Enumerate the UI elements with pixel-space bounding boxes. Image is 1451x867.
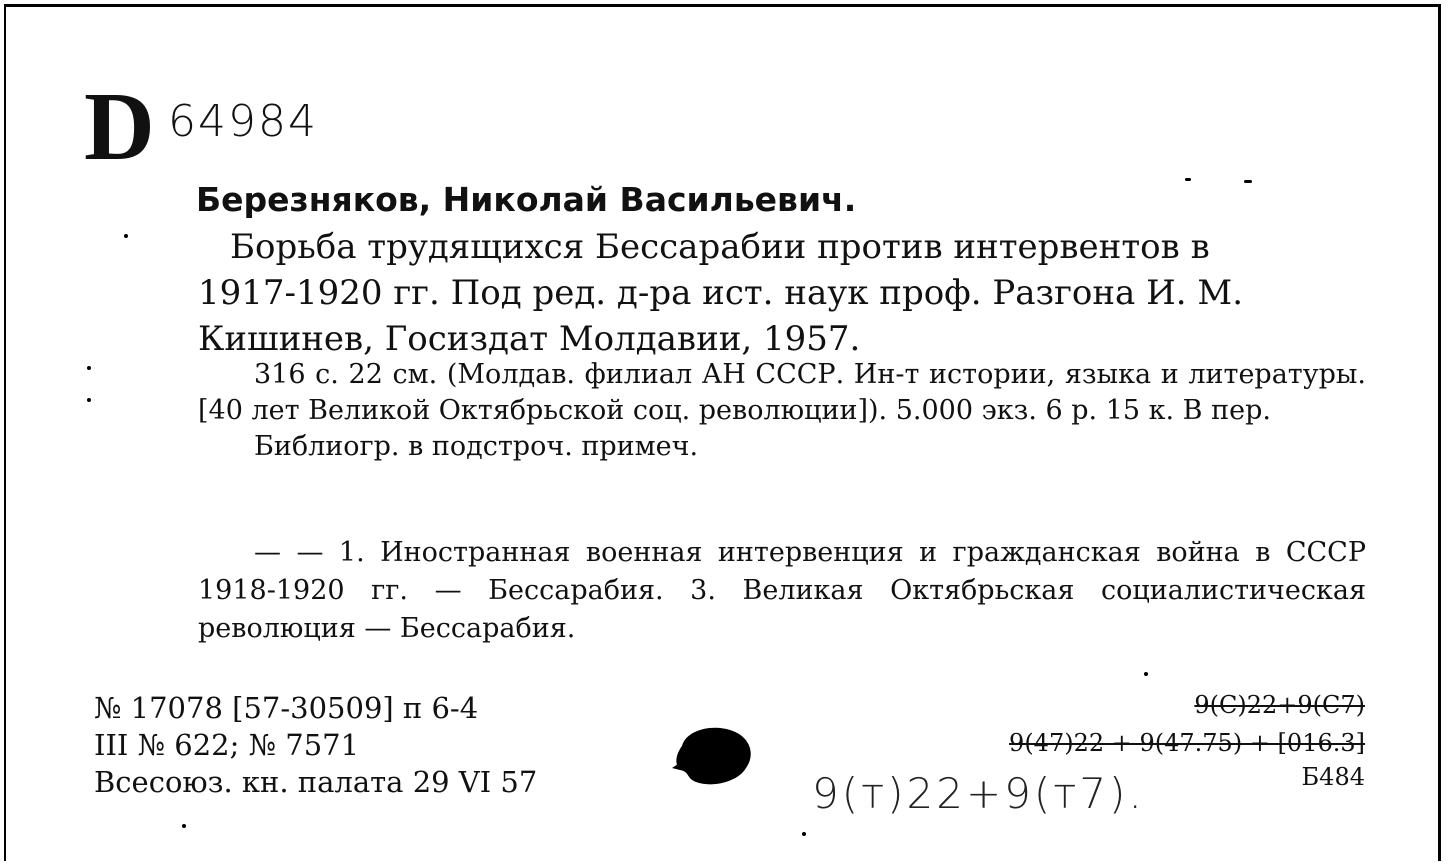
speck: [124, 234, 128, 238]
title-line: 1917-1920 гг. Под ред. д-ра ист. наук проф. Разгона И. М.: [198, 273, 1244, 313]
speck: [182, 824, 186, 828]
handwritten-classification: 9(т)22+9(т7).: [812, 769, 1145, 818]
classification-main: 9(47)22 + 9(47.75) + [016.3]: [1009, 729, 1365, 757]
imprint-line: № 17078 [57-30509] п 6-4: [94, 691, 479, 725]
imprint-block: [94, 690, 537, 801]
speck: [1185, 178, 1191, 181]
title-statement: [198, 224, 1366, 362]
speck: [1244, 180, 1252, 183]
bibliography-note: Библиогр. в подстроч. примеч.: [254, 431, 699, 462]
imprint-line: Всесоюз. кн. палата 29 VI 57: [94, 765, 538, 799]
classification-struck: 9(С)22+9(С7): [1194, 691, 1365, 719]
imprint-line: III № 622; № 7571: [94, 728, 360, 762]
author-heading: Березняков, Николай Васильевич.: [196, 180, 857, 219]
book-code: Б484: [1301, 763, 1365, 791]
speck: [87, 398, 91, 402]
call-letter: D: [84, 73, 155, 181]
speck: [87, 366, 91, 370]
speck: [1144, 672, 1148, 676]
subject-headings: [198, 534, 1366, 648]
ink-blot: [672, 724, 756, 794]
title-line: Кишинев, Госиздат Молдавии, 1957.: [198, 319, 861, 359]
speck: [802, 832, 806, 836]
handwritten-call-number: 64984: [168, 96, 318, 147]
collation-block: [198, 357, 1366, 465]
subject-text: — — 1. Иностранная военная интервенция и гражданская война в СССР 1918-1920 гг. — Бессарабия. 3. Великая Октябрьская социалистическая революция — Бессарабия.: [198, 537, 1366, 644]
collation-note: 316 с. 22 см. (Молдав. филиал АН СССР. Ин-т истории, языка и литературы. [40 лет Великой Октябрьской соц. революции]). 5.000 экз. 6 р. 15 к. В пер.: [198, 359, 1366, 426]
classification-block: [1009, 686, 1365, 762]
title-line: Борьба трудящихся Бессарабии против интервентов в: [230, 227, 1210, 267]
